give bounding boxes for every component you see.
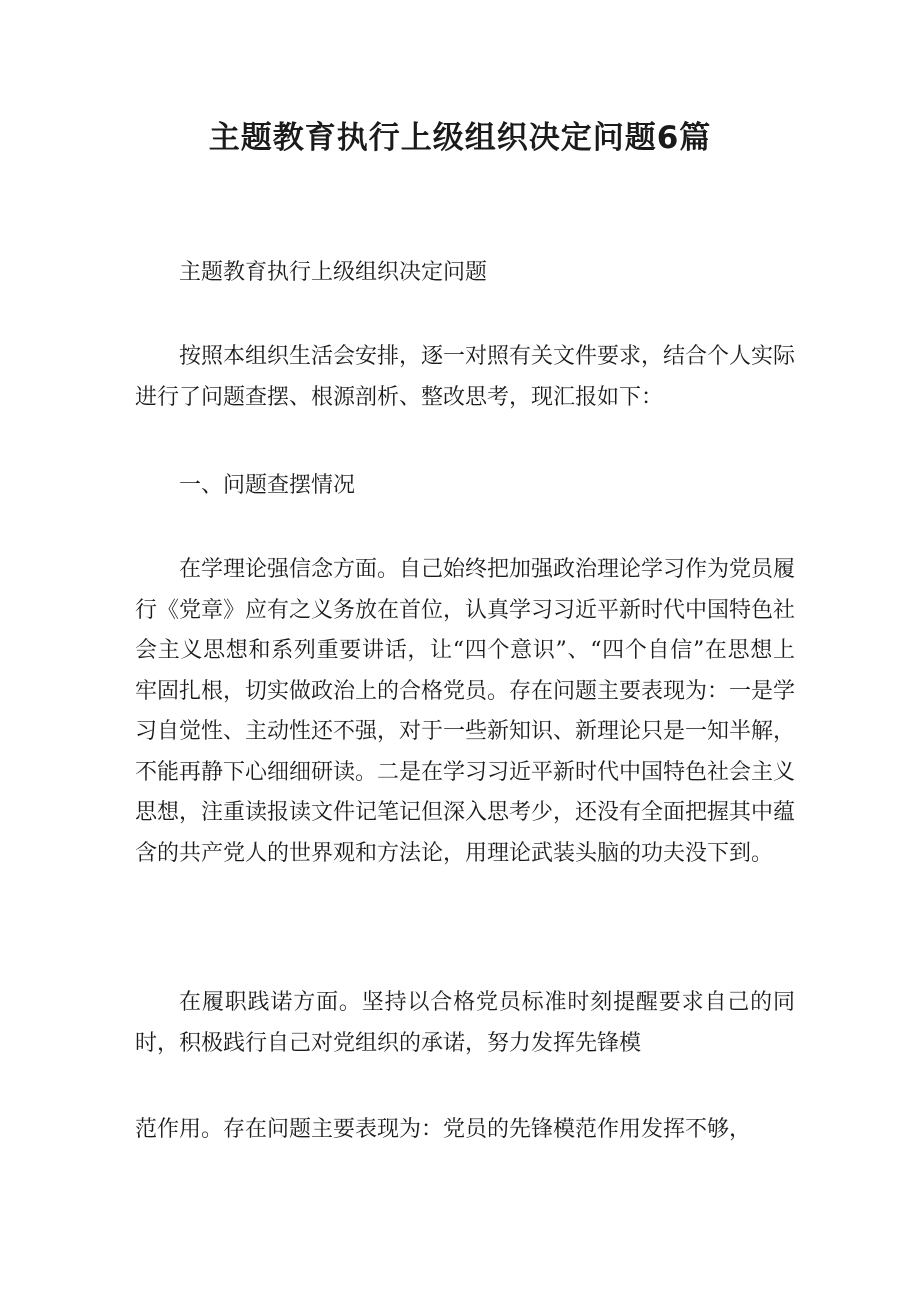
document-title: 主题教育执行上级组织决定问题6篇 [208, 120, 712, 156]
theory-paragraph: 在学理论强信念方面。自己始终把加强政治理论学习作为党员履行《党章》应有之义务放在首位，认真学习习近平新时代中国特色社会主义思想和系列重要讲话，让“四个意识”、“四个自信”在思想上牢固扎根，切实做政治上的合格党员。存在问题主要表现为：一是学习自觉性、主动性还不强，对于一些新知识、新理论只是一知半解，不能再静下心细细研读。二是在学习习近平新时代中国特色社会主义思想，注重读报读文件记笔记但深入思考少，还没有全面把握其中蕴含的共产党人的世界观和方法论，用理论武装头脑的功夫没下到。 [135, 557, 796, 866]
continuation-paragraph: 范作用。存在问题主要表现为：党员的先锋模范作用发挥不够， [135, 1117, 752, 1142]
section-heading: 一、问题查摆情况 [179, 473, 356, 498]
subtitle-paragraph: 主题教育执行上级组织决定问题 [179, 260, 488, 285]
intro-paragraph: 按照本组织生活会安排，逐一对照有关文件要求，结合个人实际进行了问题查摆、根源剖析、整改思考，现汇报如下： [135, 344, 796, 410]
duty-paragraph: 在履职践诺方面。坚持以合格党员标准时刻提醒要求自己的同时，积极践行自己对党组织的承诺，努力发挥先锋模 [135, 990, 795, 1056]
